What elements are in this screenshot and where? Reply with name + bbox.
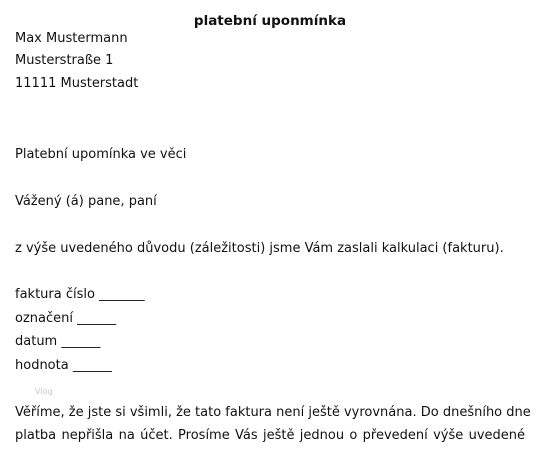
body-line: Věříme, že jste si všimli, že tato faktura není ještě vyrovnána. Do dnešního dne <box>15 405 531 420</box>
watermark-text: Vlog <box>35 387 53 396</box>
intro-paragraph: z výše uvedeného důvodu (záležitosti) jsme Vám zaslali kalkulaci (fakturu). <box>15 241 504 256</box>
sender-city: 11111 Musterstadt <box>15 76 139 91</box>
document-title: platební uponmínka <box>193 13 347 29</box>
field-date: datum ______ <box>15 334 101 349</box>
field-designation: označení ______ <box>15 311 117 326</box>
field-value: hodnota ______ <box>15 358 112 373</box>
field-invoice-number: faktura číslo _______ <box>15 287 145 302</box>
body-paragraph <box>15 401 531 447</box>
body-line: platba nepřišla na účet. Prosíme Vás ještě jednou o převedení výše uvedené <box>15 428 525 443</box>
sender-street: Musterstraße 1 <box>15 53 114 68</box>
salutation: Vážený (á) pane, paní <box>15 194 157 209</box>
sender-name: Max Mustermann <box>15 31 128 46</box>
subject-line: Platební upomínka ve věci <box>15 147 187 162</box>
